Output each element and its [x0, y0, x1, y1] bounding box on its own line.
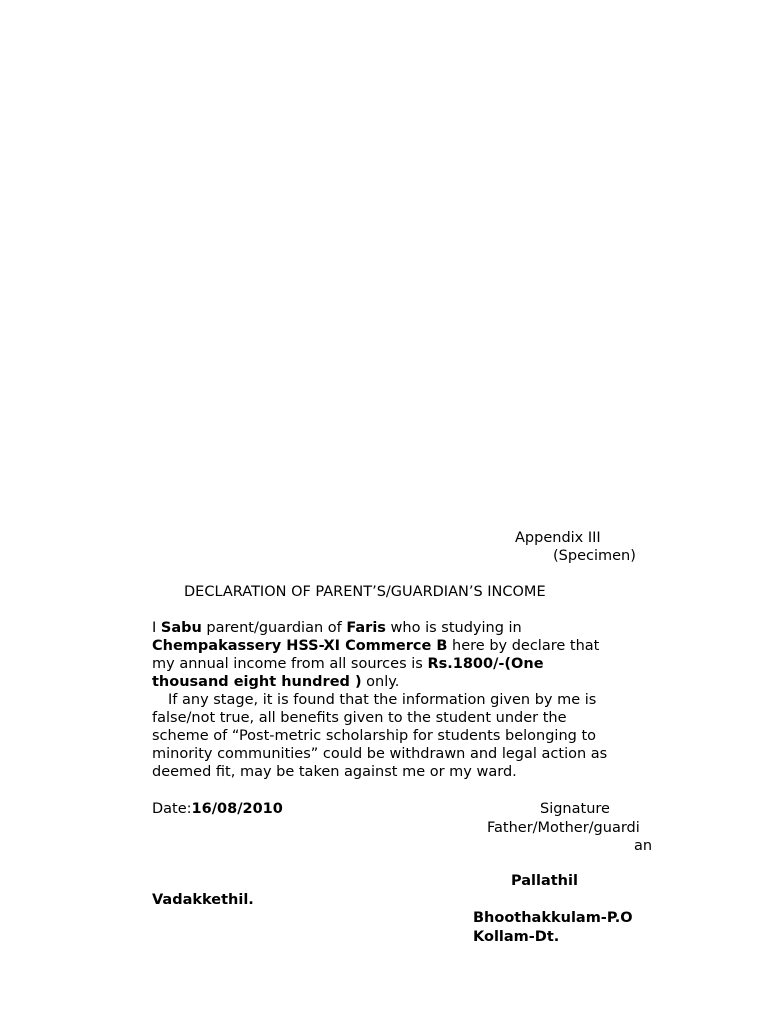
declaration-line-1: I Sabu parent/guardian of Faris who is studying in [152, 620, 522, 636]
relation-label-line-1: Father/Mother/guardi [487, 820, 640, 836]
declaration-title: DECLARATION OF PARENT’S/GUARDIAN’S INCOME [184, 584, 546, 600]
date-label: Date: [152, 801, 192, 817]
clause-line-1: If any stage, it is found that the information given by me is [168, 692, 597, 708]
declaration-line-2: Chempakassery HSS-XI Commerce B here by declare that [152, 638, 600, 654]
income-amount: Rs.1800/-(One [427, 656, 544, 672]
school-class: Chempakassery HSS-XI Commerce B [152, 638, 448, 654]
appendix-label: Appendix III [515, 530, 601, 546]
address-line-2: Vadakkethil. [152, 892, 254, 908]
clause-line-4: minority communities” could be withdrawn and legal action as [152, 746, 608, 762]
clause-line-5: deemed fit, may be taken against me or my ward. [152, 764, 517, 780]
specimen-label: (Specimen) [553, 548, 636, 564]
income-words: thousand eight hundred ) [152, 674, 362, 690]
parent-name: Sabu [160, 620, 202, 636]
signature-label: Signature [540, 801, 610, 817]
relation-label-line-2: an [634, 838, 653, 854]
address-line-3: Bhoothakkulam-P.O [473, 910, 633, 926]
date-row [152, 800, 283, 818]
declaration-body [152, 619, 672, 781]
declaration-line-3: my annual income from all sources is Rs.1800/-(One [152, 656, 544, 672]
clause-line-2: false/not true, all benefits given to the student under the [152, 710, 567, 726]
declaration-line-4: thousand eight hundred ) only. [152, 674, 400, 690]
clause-line-3: scheme of “Post-metric scholarship for students belonging to [152, 728, 597, 744]
student-name: Faris [346, 620, 386, 636]
date-value: 16/08/2010 [191, 801, 283, 817]
address-line-1: Pallathil [511, 873, 578, 889]
address-line-4: Kollam-Dt. [473, 929, 560, 945]
